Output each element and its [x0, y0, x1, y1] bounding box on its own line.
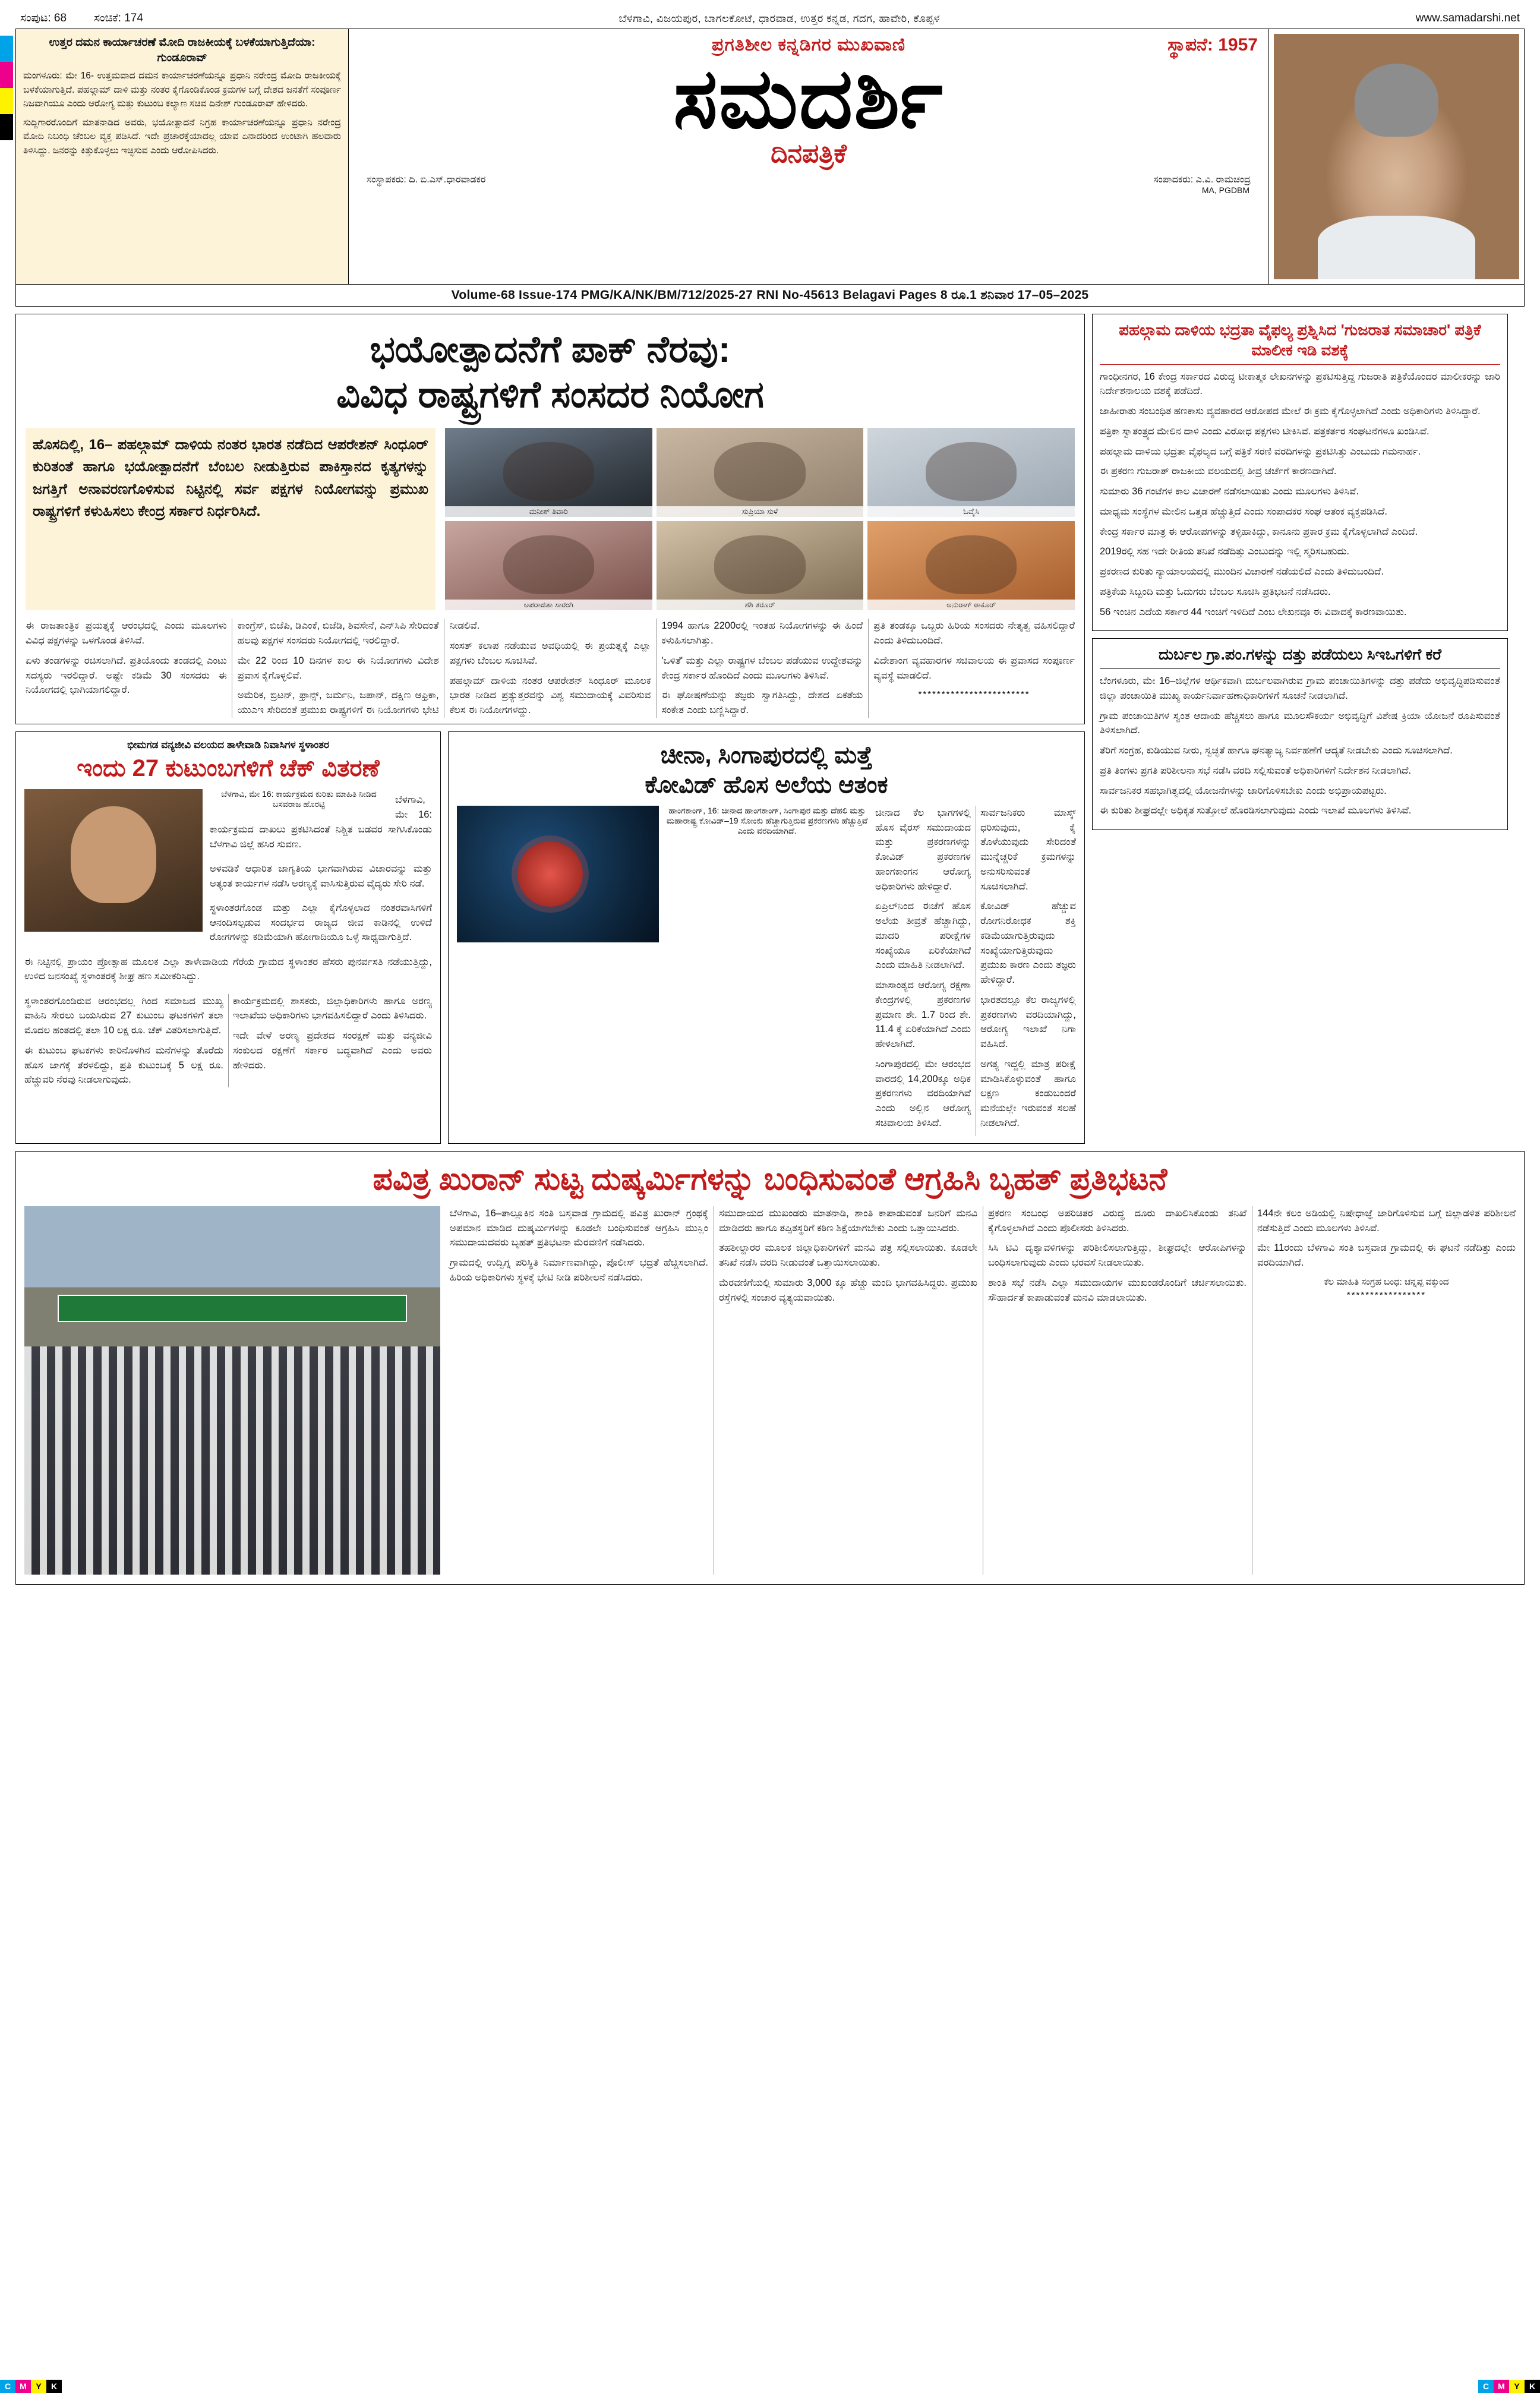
cmyk-registration-bar [0, 2379, 1540, 2394]
masthead-tagline: ಪ್ರಗತಿಶೀಲ ಕನ್ನಡಿಗರ ಮುಖವಾಣಿ [711, 35, 906, 55]
gujarat-para: ಪ್ರಕರಣದ ಕುರಿತು ನ್ಯಾಯಾಲಯದಲ್ಲಿ ಮುಂದಿನ ವಿಚಾರಣೆ ನಡೆಯಲಿದೆ ಎಂದು ತಿಳಿದುಬಂದಿದೆ. [1100, 566, 1384, 578]
covid-story [448, 731, 1085, 1144]
registration-color-bar [0, 36, 13, 140]
cmyk-c: C [0, 2380, 15, 2393]
lead-story [15, 314, 1085, 724]
protest-photo [24, 1206, 440, 1575]
covid-para: ಚೀನಾದ ಕೆಲ ಭಾಗಗಳಲ್ಲಿ ಹೊಸ ವೈರಸ್‌ ಸಮುದಾಯದ ಮತ್ತು ಪ್ರಕರಣಗಳನ್ನು ಕೋವಿಡ್ ಪ್ರಕರಣಗಳ ಹಾಂಗಕಾಂಗನ ಆರೋಗ್ಯ ಅಧಿಕಾರಿಗಳು ಹೇಳಿದ್ದಾರೆ. [875, 807, 971, 892]
protest-story [15, 1151, 1525, 1585]
cheque-story-photo [24, 789, 203, 932]
protest-para: ಗ್ರಾಮದಲ್ಲಿ ಉದ್ವಿಗ್ನ ಪರಿಸ್ಥಿತಿ ನಿರ್ಮಾಣವಾಗಿದ್ದು, ಪೊಲೀಸ್ ಭದ್ರತೆ ಹೆಚ್ಚಿಸಲಾಗಿದೆ. ಹಿರಿಯ ಅಧಿಕಾರಿಗಳು ಸ್ಥಳಕ್ಕೆ ಭೇಟಿ ನೀಡಿ ಪರಿಶೀಲನೆ ನಡೆಸಿದರು. [450, 1257, 708, 1283]
covid-para: ಸಾರ್ವಜನಿಕರು ಮಾಸ್ಕ್ ಧರಿಸುವುದು, ಕೈ ತೊಳೆಯುವುದು ಸೇರಿದಂತೆ ಮುನ್ನೆಚ್ಚರಿಕೆ ಕ್ರಮಗಳನ್ನು ಅನುಸರಿಸುವಂತೆ ಸೂಚಿಸಲಾಗಿದೆ. [980, 807, 1076, 892]
gram-panchayat-story [1092, 638, 1508, 830]
edition-list: ಬೆಳಗಾವಿ, ವಿಜಯಪುರ, ಬಾಗಲಕೋಟೆ, ಧಾರವಾಡ, ಉತ್ತರ ಕನ್ನಡ, ಗದಗ, ಹಾವೇರಿ, ಕೊಪ್ಪಳ [618, 12, 941, 24]
lead-photo-2 [657, 428, 864, 517]
covid-para: ಕೋವಿಡ್ ಹೆಚ್ಚುವ ರೋಗನಿರೋಧಕ ಶಕ್ತಿ ಕಡಿಮೆಯಾಗುತ್ತಿರುವುದು ಸಂಖ್ಯೆಯಾಗುತ್ತಿರುವುದು ಪ್ರಮುಖ ಕಾರಣ ಎಂದು ತಜ್ಞರು ಹೇಳಿದ್ದಾರೆ. [980, 901, 1076, 985]
cheque-story-headline: ಇಂದು 27 ಕುಟುಂಬಗಳಿಗೆ ಚೆಕ್ ವಿತರಣೆ [77, 755, 380, 781]
gujarat-para: ಪತ್ರಿಕೆಯ ಸಿಬ್ಬಂದಿ ಮತ್ತು ಓದುಗರು ಬೆಂಬಲ ಸೂಚಿಸಿ ಪ್ರತಿಭಟನೆ ನಡೆಸಿದರು. [1100, 586, 1331, 597]
cmyk-c: C [1478, 2380, 1494, 2393]
established-label: ಸ್ಥಾಪನೆ: 1957 [1167, 35, 1258, 55]
lead-para: ವಿದೇಶಾಂಗ ವ್ಯವಹಾರಗಳ ಸಚಿವಾಲಯ ಈ ಪ್ರವಾಸದ ಸಂಪೂರ್ಣ ವ್ಯವಸ್ಥೆ ಮಾಡಲಿದೆ. [873, 655, 1075, 681]
gujarat-para: ಈ ಪ್ರಕರಣ ಗುಜರಾತ್ ರಾಜಕೀಯ ವಲಯದಲ್ಲಿ ತೀವ್ರ ಚರ್ಚೆಗೆ ಕಾರಣವಾಗಿದೆ. [1100, 466, 1337, 477]
protest-para: ಮೇ 11ರಂದು ಬೆಳಗಾವಿ ಸಂತಿ ಬಸ್ತವಾಡ ಗ್ರಾಮದಲ್ಲಿ ಈ ಘಟನೆ ನಡೆದಿತ್ತು ಎಂದು ವರದಿಯಾಗಿದೆ. [1257, 1242, 1516, 1269]
website-url[interactable]: www.samadarshi.net [1415, 12, 1520, 24]
newspaper-subtitle: ದಿನಪತ್ರಿಕೆ [771, 138, 847, 168]
lead-para: ಮೇ 22 ರಿಂದ 10 ದಿನಗಳ ಕಾಲ ಈ ನಿಯೋಗಗಳು ವಿದೇಶ ಪ್ರವಾಸ ಕೈಗೊಳ್ಳಲಿವೆ. [237, 655, 439, 681]
cheque-para: ಈ ಕುಟುಂಬ ಘಟಕಗಳು ಕಾರಿನೊಳಗಿನ ಮನೆಗಳನ್ನು ತೊರೆದು ಹೊಸ ಜಾಗಕ್ಕೆ ತೆರಳಲಿದ್ದು, ಪ್ರತಿ ಕುಟುಂಬಕ್ಕೆ 5 ಲಕ್ಷ ರೂ. ಹೆಚ್ಚುವರಿ ನೆರವು ನೀಡಲಾಗುವುದು. [24, 1045, 223, 1086]
cheque-para: ಸ್ಥಳಾಂತರಗೊಂಡಿರುವ ಆರಂಭದಲ್ಲ ಗಿಂದ ಸಮಾಜದ ಮುಖ್ಯ ವಾಹಿನಿ ಸೇರಲು ಬಯಸಿರುವ 27 ಕುಟುಂಬ ಘಟಕಗಳಿಗೆ ತಲಾ ಮೊದಲ ಹಂತದಲ್ಲಿ ತಲಾ 10 ಲಕ್ಷ ರೂ. ಚೆಕ್ ವಿತರಿಸಲಾಗುತ್ತಿದೆ. [24, 995, 223, 1036]
covid-headline-line2: ಕೋವಿಡ್ ಹೊಸ ಅಲೆಯ ಆತಂಕ [645, 771, 888, 798]
newspaper-title: ಸಮದರ್ಶಿ [673, 52, 944, 145]
masthead [15, 29, 1525, 285]
lead-photo-caption-3: ಓವೈಸಿ [867, 506, 1075, 517]
protest-para: ಸಿಸಿ ಟಿವಿ ದೃಶ್ಯಾವಳಿಗಳನ್ನು ಪರಿಶೀಲಿಸಲಾಗುತ್ತಿದ್ದು, ಶೀಘ್ರದಲ್ಲೇ ಆರೋಪಿಗಳನ್ನು ಬಂಧಿಸಲಾಗುವುದು ಎಂದು ಭರವಸೆ ನೀಡಲಾಯಿತು. [988, 1242, 1246, 1269]
cmyk-m: M [15, 2380, 31, 2393]
gp-para: ಈ ಕುರಿತು ಶೀಘ್ರದಲ್ಲೇ ಅಧಿಕೃತ ಸುತ್ತೋಲೆ ಹೊರಡಿಸಲಾಗುವುದು ಎಂದು ಇಲಾಖೆ ಮೂಲಗಳು ತಿಳಿಸಿವೆ. [1100, 805, 1412, 816]
lead-para: ಪಹಲ್ಗಾಮ್ ದಾಳಿಯ ನಂತರ ಆಪರೇಶನ್ ಸಿಂಧೂರ್ ಮೂಲಕ ಭಾರತ ನೀಡಿದ ಪ್ರತ್ಯುತ್ತರವನ್ನು ವಿಶ್ವ ಸಮುದಾಯಕ್ಕೆ ವಿವರಿಸುವ ಕೆಲಸ ಈ ನಿಯೋಗಗಳದ್ದು. [449, 675, 651, 715]
masthead-side-story [16, 29, 349, 284]
protest-headline: ಪವಿತ್ರ ಖುರಾನ್ ಸುಟ್ಟ ದುಷ್ಕರ್ಮಿಗಳನ್ನು ಬಂಧಿಸುವಂತೆ ಆಗ್ರಹಿಸಿ ಬೃಹತ್ ಪ್ರತಿಭಟನೆ [373, 1162, 1167, 1197]
protest-para: ಸಮುದಾಯದ ಮುಖಂಡರು ಮಾತನಾಡಿ, ಶಾಂತಿ ಕಾಪಾಡುವಂತೆ ಜನರಿಗೆ ಮನವಿ ಮಾಡಿದರು ಹಾಗೂ ತಪ್ಪಿತಸ್ಥರಿಗೆ ಕಠಿಣ ಶಿಕ್ಷೆಯಾಗಬೇಕು ಎಂದು ಒತ್ತಾಯಿಸಿದರು. [719, 1207, 977, 1234]
gujarat-para: ಪತ್ರಿಕಾ ಸ್ವಾತಂತ್ರ್ಯದ ಮೇಲಿನ ದಾಳಿ ಎಂದು ವಿರೋಧ ಪಕ್ಷಗಳು ಟೀಕಿಸಿವೆ. ಪತ್ರಕರ್ತರ ಸಂಘಟನೆಗಳೂ ಖಂಡಿಸಿವೆ. [1100, 425, 1429, 437]
story-end-marker: ************************ [918, 689, 1030, 700]
lead-headline-line2: ವಿವಿಧ ರಾಷ್ಟ್ರಗಳಿಗೆ ಸಂಸದರ ನಿಯೋಗ [336, 374, 764, 415]
cheque-distribution-story [15, 731, 441, 1144]
lead-para: ಈ ಘೋಷಣೆಯನ್ನು ತಜ್ಞರು ಸ್ವಾಗತಿಸಿದ್ದು, ದೇಶದ ಏಕತೆಯ ಸಂಕೇತ ಎಂದು ಬಣ್ಣಿಸಿದ್ದಾರೆ. [661, 690, 863, 715]
lead-photo-6 [867, 521, 1075, 610]
volume-issue-bar: Volume-68 Issue-174 PMG/KA/NK/BM/712/2025-27 RNI No-45613 Belagavi Pages 8 ರೂ.1 ಶನಿವಾರ 17–05–2025 [15, 285, 1525, 307]
founder-label: ಸಂಸ್ಥಾಪಕರು: ದಿ. ಬಿ.ಎಸ್.ಧಾರವಾಡಕರ [367, 174, 486, 185]
protest-para: ಶಾಂತಿ ಸಭೆ ನಡೆಸಿ ಎಲ್ಲಾ ಸಮುದಾಯಗಳ ಮುಖಂಡರೊಂದಿಗೆ ಚರ್ಚಿಸಲಾಯಿತು. ಸೌಹಾರ್ದತೆ ಕಾಪಾಡುವಂತೆ ಮನವಿ ಮಾಡಲಾಯಿತು. [988, 1277, 1246, 1303]
protest-para: ಬೆಳಗಾವಿ, 16–ತಾಲ್ಲೂಕಿನ ಸಂತಿ ಬಸ್ತವಾಡ ಗ್ರಾಮದಲ್ಲಿ ಪವಿತ್ರ ಖುರಾನ್ ಗ್ರಂಥಕ್ಕೆ ಅಪಮಾನ ಮಾಡಿದ ದುಷ್ಕರ್ಮಿಗಳನ್ನು ಕೂಡಲೇ ಬಂಧಿಸುವಂತೆ ಆಗ್ರಹಿಸಿ ಮುಸ್ಲಿಂ ಸಮುದಾಯದವರು ಬೃಹತ್ ಪ್ರತಿಭಟನಾ ಮೆರವಣಿಗೆ ನಡೆಸಿದರು. [450, 1207, 708, 1248]
covid-para: ಅಗತ್ಯ ಇದ್ದಲ್ಲಿ ಮಾತ್ರ ಪರೀಕ್ಷೆ ಮಾಡಿಸಿಕೊಳ್ಳುವಂತೆ ಹಾಗೂ ಲಕ್ಷಣ ಕಂಡುಬಂದರೆ ಮನೆಯಲ್ಲೇ ಇರುವಂತೆ ಸಲಹೆ ನೀಡಲಾಗಿದೆ. [980, 1058, 1076, 1128]
lead-photo-5 [657, 521, 864, 610]
lead-photo-caption-6: ಅನುರಾಗ್ ಠಾಕೂರ್ [867, 600, 1075, 610]
gujarat-para: ಕೇಂದ್ರ ಸರ್ಕಾರ ಮಾತ್ರ ಈ ಆರೋಪಗಳನ್ನು ತಳ್ಳಿಹಾಕಿದ್ದು, ಕಾನೂನು ಪ್ರಕಾರ ಕ್ರಮ ಕೈಗೊಳ್ಳಲಾಗಿದೆ ಎಂದಿದೆ. [1100, 526, 1418, 537]
lead-intro-paragraph: ಹೊಸದಿಲ್ಲಿ, 16– ಪಹಲ್ಗಾಮ್ ದಾಳಿಯ ನಂತರ ಭಾರತ ನಡೆದಿದ ಆಪರೇಶನ್ ಸಿಂಧೂರ್ ಕುರಿತಂತೆ ಹಾಗೂ ಭಯೋತ್ಪಾದನೆಗೆ ಬೆಂಬಲ ನೀಡುತ್ತಿರುವ ಪಾಕಿಸ್ತಾನದ ಕೃತ್ಯಗಳನ್ನು ಜಗತ್ತಿಗೆ ಅನಾವರಣಗೊಳಿಸುವ ನಿಟ್ಟಿನಲ್ಲಿ ಸರ್ವ ಪಕ್ಷಗಳ ನಿಯೋಗವನ್ನು ಪ್ರಮುಖ ರಾಷ್ಟ್ರಗಳಿಗೆ ಕಳುಹಿಸಲು ಕೇಂದ್ರ ಸರ್ಕಾರ ನಿರ್ಧರಿಸಿದೆ. [26, 428, 436, 610]
gujarat-para: ಮಾಧ್ಯಮ ಸಂಸ್ಥೆಗಳ ಮೇಲಿನ ಒತ್ತಡ ಹೆಚ್ಚುತ್ತಿದೆ ಎಂದು ಸಂಪಾದಕರ ಸಂಘ ಆತಂಕ ವ್ಯಕ್ತಪಡಿಸಿದೆ. [1100, 506, 1387, 517]
lead-para: 'ಒಳಿತೆ' ಮತ್ತು ಎಲ್ಲಾ ರಾಷ್ಟ್ರಗಳ ಬೆಂಬಲ ಪಡೆಯುವ ಉದ್ದೇಶವನ್ನು ಕೇಂದ್ರ ಸರ್ಕಾರ ಹೊಂದಿದೆ ಎಂದು ಮೂಲಗಳು ತಿಳಿಸಿವೆ. [661, 655, 863, 681]
editor-photo [1274, 34, 1519, 279]
lead-photo-3 [867, 428, 1075, 517]
gujarat-para: ಗಾಂಧೀನಗರ, 16 ಕೇಂದ್ರ ಸರ್ಕಾರದ ವಿರುದ್ಧ ಟೀಕಾತ್ಮಕ ಲೇಖನಗಳನ್ನು ಪ್ರಕಟಿಸುತ್ತಿದ್ದ ಗುಜರಾತಿ ಪತ್ರಿಕೆಯೊಂದರ ಮಾಲೀಕರನ್ನು ಜಾರಿ ನಿರ್ದೇಶನಾಲಯ ವಶಕ್ಕೆ ಪಡೆದಿದೆ. [1100, 371, 1500, 397]
cheque-para: ಇದೇ ವೇಳೆ ಅರಣ್ಯ ಪ್ರದೇಶದ ಸಂರಕ್ಷಣೆ ಮತ್ತು ವನ್ಯಜೀವಿ ಸಂಕುಲದ ರಕ್ಷಣೆಗೆ ಸರ್ಕಾರ ಬದ್ಧವಾಗಿದೆ ಎಂದು ಅವರು ಹೇಳಿದರು. [233, 1030, 432, 1071]
protest-body-columns [450, 1206, 1516, 1575]
masthead-title-block [349, 29, 1268, 284]
cmyk-y: Y [1509, 2380, 1525, 2393]
lead-photo-caption-2: ಸುಪ್ರಿಯಾ ಸುಳೆ [657, 506, 864, 517]
gp-para: ಪ್ರತಿ ತಿಂಗಳು ಪ್ರಗತಿ ಪರಿಶೀಲನಾ ಸಭೆ ನಡೆಸಿ ವರದಿ ಸಲ್ಲಿಸುವಂತೆ ಅಧಿಕಾರಿಗಳಿಗೆ ನಿರ್ದೇಶನ ನೀಡಲಾಗಿದೆ. [1100, 765, 1412, 776]
covid-para: ಸಿಂಗಾಪುರದಲ್ಲಿ ಮೇ ಆರಂಭದ ವಾರದಲ್ಲಿ 14,200ಕ್ಕೂ ಅಧಿಕ ಪ್ರಕರಣಗಳು ವರದಿಯಾಗಿವೆ ಎಂದು ಅಲ್ಲಿನ ಆರೋಗ್ಯ ಸಚಿವಾಲಯ ತಿಳಿಸಿದೆ. [875, 1058, 971, 1128]
covid-headline [457, 740, 1076, 800]
gujarat-para: 56 ಇಂಚಿನ ಎದೆಯ ಸರ್ಕಾರ 44 ಇಂಚಿಗೆ ಇಳಿದಿದೆ ಎಂಬ ಲೇಖನವೂ ಈ ವಿವಾದಕ್ಕೆ ಕಾರಣವಾಯಿತು. [1100, 606, 1407, 617]
covid-para: ಮಾಸಾಂತ್ಯದ ಆರೋಗ್ಯ ರಕ್ಷಣಾ ಕೇಂದ್ರಗಳಲ್ಲಿ ಪ್ರಕರಣಗಳ ಪ್ರಮಾಣ ಶೇ. 1.7 ರಿಂದ ಶೇ. 11.4 ಕ್ಕೆ ಏರಿಕೆಯಾಗಿದೆ ಎಂದು ಹೇಳಲಾಗಿದೆ. [875, 980, 971, 1049]
editor-label: ಸಂಪಾದಕರು: ಎ.ವಿ. ರಾಮಚಂದ್ರ [1153, 174, 1251, 185]
lead-photo-caption-4: ಅಪರಾಜಿತಾ ಸಾರಂಗಿ [445, 600, 652, 610]
gujarat-para: 2019ರಲ್ಲಿ ಸಹ ಇದೇ ರೀತಿಯ ತನಿಖೆ ನಡೆದಿತ್ತು ಎಂಬುದನ್ನು ಇಲ್ಲಿ ಸ್ಮರಿಸಬಹುದು. [1100, 546, 1350, 557]
protest-credit: ಕೆಲ ಮಾಹಿತಿ ಸಂಗ್ರಹ ಬಂಧ: ಚನ್ನಪ್ಪ ವಕ್ಕುಂದ [1324, 1276, 1449, 1287]
lead-para: ಈ ರಾಜತಾಂತ್ರಿಕ ಪ್ರಯತ್ನಕ್ಕೆ ಆರಂಭದಲ್ಲಿ ಎಂದು ಮೂಲಗಳು ವಿವಿಧ ಪಕ್ಷಗಳನ್ನು ಒಳಗೊಂಡ ತಿಳಿಸಿವೆ. [26, 620, 227, 646]
lead-para: ಪ್ರತಿ ತಂಡಕ್ಕೂ ಒಬ್ಬರು ಹಿರಿಯ ಸಂಸದರು ನೇತೃತ್ವ ವಹಿಸಲಿದ್ದಾರೆ ಎಂದು ತಿಳಿದುಬಂದಿದೆ. [873, 620, 1075, 646]
lead-photo-1 [445, 428, 652, 517]
protest-para: 144ನೇ ಕಲಂ ಅಡಿಯಲ್ಲಿ ನಿಷೇಧಾಜ್ಞೆ ಜಾರಿಗೊಳಿಸುವ ಬಗ್ಗೆ ಜಿಲ್ಲಾಡಳಿತ ಪರಿಶೀಲನೆ ನಡೆಸುತ್ತಿದೆ ಎಂದು ಮೂಲಗಳು ತಿಳಿಸಿವೆ. [1257, 1207, 1516, 1234]
gujarat-para: ಪಹಲ್ಗಾಮ ದಾಳಿಯ ಭದ್ರತಾ ವೈಫಲ್ಯದ ಬಗ್ಗೆ ಪತ್ರಿಕೆ ಸರಣಿ ವರದಿಗಳನ್ನು ಪ್ರಕಟಿಸಿತ್ತು ಎಂಬುದು ಗಮನಾರ್ಹ. [1100, 446, 1421, 457]
gp-para: ಗ್ರಾಮ ಪಂಚಾಯಿತಿಗಳ ಸ್ವಂತ ಆದಾಯ ಹೆಚ್ಚಿಸಲು ಹಾಗೂ ಮೂಲಸೌಕರ್ಯ ಅಭಿವೃದ್ಧಿಗೆ ವಿಶೇಷ ಕ್ರಿಯಾ ಯೋಜನೆ ರೂಪಿಸುವಂತೆ ತಿಳಿಸಲಾಗಿದೆ. [1100, 710, 1500, 736]
cheque-para: ಅಳವಡಿಕೆ ಆಧಾರಿತ ಜಾಗೃತಿಯ ಭಾಗವಾಗಿರುವ ವಿಚಾರವನ್ನು ಮತ್ತು ಅತ್ಯಂತ ಕಾರ್ಯಗಳ ನಡೆಸಿ ಅರಣ್ಯಕ್ಕೆ ವಾಸಿಸುತ್ತಿರುವ ವೈದ್ಯರು ಸೇರಿ ನಡೆ. [210, 863, 432, 889]
story-end-marker: ***************** [1346, 1290, 1427, 1301]
gp-para: ತೆರಿಗೆ ಸಂಗ್ರಹ, ಕುಡಿಯುವ ನೀರು, ಸ್ವಚ್ಛತೆ ಹಾಗೂ ಘನತ್ಯಾಜ್ಯ ನಿರ್ವಹಣೆಗೆ ಆದ್ಯತೆ ನೀಡಬೇಕು ಎಂದು ಸೂಚಿಸಲಾಗಿದೆ. [1100, 745, 1453, 756]
side-story-headline: ಉತ್ತರ ದಮನ ಕಾರ್ಯಾಚರಣೆ ಮೋದಿ ರಾಜಕೀಯಕ್ಕೆ ಬಳಕೆಯಾಗುತ್ತಿದೆಯಾ: ಗುಂಡೂರಾವ್ [49, 36, 315, 64]
lead-para: ಅಮೆರಿಕ, ಬ್ರಿಟನ್, ಫ್ರಾನ್ಸ್, ಜರ್ಮನಿ, ಜಪಾನ್, ದಕ್ಷಿಣ ಆಫ್ರಿಕಾ, ಯುಎಇ ಸೇರಿದಂತೆ ಪ್ರಮುಖ ರಾಷ್ಟ್ರಗಳಿಗೆ ಈ ನಿಯೋಗಗಳು ಭೇಟಿ ನೀಡಲಿವೆ. [237, 620, 480, 715]
lead-photo-grid [445, 428, 1075, 610]
gujarat-story-headline: ಪಹಲ್ಗಾಮ ದಾಳಿಯ ಭದ್ರತಾ ವೈಫಲ್ಯ ಪ್ರಶ್ನಿಸಿದ 'ಗುಜರಾತ ಸಮಾಚಾರ' ಪತ್ರಿಕೆ ಮಾಲೀಕ ಇಡಿ ವಶಕ್ಕೆ [1100, 320, 1500, 365]
protest-banner [58, 1295, 407, 1322]
covid-headline-line1: ಚೀನಾ, ಸಿಂಗಾಪುರದಲ್ಲಿ ಮತ್ತೆ [660, 742, 873, 768]
cheque-para: ಸ್ಥಳಾಂತರಗೊಂಡ ಮತ್ತು ಎಲ್ಲಾ ಕೈಗೊಳ್ಳಲಾದ ನಂತರವಾಸಿಗಳಿಗೆ ಆನಂದಿಸಲ್ಪಡುವ ಸಂದರ್ಭದ ರಾಜ್ಯದ ಜೀವ ಕಾಡಿನಲ್ಲಿ ಉಳಿದೆ ರೋಗಗಳನ್ನು ಕಡಿಮೆಯಾಗಿ ಹೋಗಾದಿಯೂ ಒಳ್ಳೆ ಸಾಧ್ಯವಾಗುತ್ತಿದೆ. [210, 902, 432, 943]
gujarat-para: ಜಾಹೀರಾತು ಸಂಬಂಧಿತ ಹಣಕಾಸು ವ್ಯವಹಾರದ ಆರೋಪದ ಮೇಲೆ ಈ ಕ್ರಮ ಕೈಗೊಳ್ಳಲಾಗಿದೆ ಎಂದು ಅಧಿಕಾರಿಗಳು ತಿಳಿಸಿದ್ದಾರೆ. [1100, 406, 1481, 417]
cheque-story-kicker: ಭೀಮಗಡ ವನ್ಯಜೀವಿ ವಲಯದ ತಾಳೇವಾಡಿ ನಿವಾಸಿಗಳ ಸ್ಥಳಾಂತರ [127, 739, 330, 750]
editor-qualification: MA, PGDBM [1201, 185, 1249, 195]
lead-photo-4 [445, 521, 652, 610]
lead-para: ಏಳು ತಂಡಗಳನ್ನು ರಚಿಸಲಾಗಿದೆ. ಪ್ರತಿಯೊಂದು ತಂಡದಲ್ಲಿ ಎಂಟು ಸದಸ್ಯರು ಇರಲಿದ್ದಾರೆ. ಅಷ್ಟೇ ಕಡಿಮೆ 30 ಸಂಸದರು ಈ ನಿಯೋಗದಲ್ಲಿ ಭಾಗಿಯಾಗಲಿದ್ದಾರೆ. [26, 655, 227, 696]
side-story-para-2: ಸುದ್ದಿಗಾರರೊಂದಿಗೆ ಮಾತನಾಡಿದ ಅವರು, ಭಯೋತ್ಪಾದನೆ ನಿಗ್ರಹ ಕಾರ್ಯಾಚರಣೆಯನ್ನೂ ಪ್ರಧಾನಿ ನರೇಂದ್ರ ಮೋದಿ ನಿಬಂಧಿ ಚೆಂಬಲ ವ್ಯಕ್ತ ಪಡಿಸಿದೆ. ಇದೇ ಪ್ರಚಾರಕ್ಕೆಯಾದಲ್ಲ ಯಾವ ಏನಾದರಿಂದ ಉಂಟಾಗಿ ಹಲವಾರು ತಿಳಿಸಿದ್ದು. ಜನರನ್ನು ಕಿತ್ತುಕೊಳ್ಳಲು ಇಚ್ಛಿಸುವ ಎಂದು ಆರೋಪಿಸಿದರು. [23, 118, 341, 156]
cmyk-chip-right [1478, 2380, 1540, 2393]
lead-photo-caption-1: ಮನೀಶ್ ತಿವಾರಿ [445, 506, 652, 517]
covid-dateline: ಹಾಂಗಕಾಂಗ್, 16: ಚೀನಾದ ಹಾಂಗಕಾಂಗ್, ಸಿಂಗಾಪುರ ಮತ್ತು ದೆಹಲಿ ಮತ್ತು ಮಹಾರಾಷ್ಟ್ರ ಕೋವಿಡ್–19 ಸೋಂಕು ಹೆಚ್ಚಾಗುತ್ತಿರುವ ಪ್ರಕರಣಗಳು ಹೆಚ್ಚುತ್ತಿವೆ ಎಂದು ವರದಿಯಾಗಿದೆ. [666, 805, 868, 835]
cmyk-m: M [1494, 2380, 1509, 2393]
protest-crowd [24, 1346, 440, 1575]
lead-photo-caption-5: ಶಶಿ ತರೂರ್ [657, 600, 864, 610]
protest-para: ಮೆರವಣಿಗೆಯಲ್ಲಿ ಸುಮಾರು 3,000 ಕ್ಕೂ ಹೆಚ್ಚು ಮಂದಿ ಭಾಗವಹಿಸಿದ್ದರು. ಪ್ರಮುಖ ರಸ್ತೆಗಳಲ್ಲಿ ಸಂಚಾರ ವ್ಯತ್ಯಯವಾಯಿತು. [719, 1277, 977, 1303]
gram-panchayat-headline: ದುರ್ಬಲ ಗ್ರಾ.ಪಂ.ಗಳನ್ನು ದತ್ತು ಪಡೆಯಲು ಸಿಇಒಗಳಿಗೆ ಕರೆ [1100, 645, 1500, 669]
cmyk-y: Y [31, 2380, 46, 2393]
lead-headline [26, 327, 1075, 417]
lead-para: ಸಂಸತ್ ಕಲಾಪ ನಡೆಯುವ ಅವಧಿಯಲ್ಲಿ ಈ ಪ್ರಯತ್ನಕ್ಕೆ ಎಲ್ಲಾ ಪಕ್ಷಗಳು ಬೆಂಬಲ ಸೂಚಿಸಿವೆ. [449, 641, 651, 666]
cmyk-chip-left [0, 2380, 62, 2393]
cheque-story-photo-caption: ಬೆಳಗಾವಿ, ಮೇ 16: ಕಾರ್ಯಕ್ರಮದ ಕುರಿತು ಮಾಹಿತಿ ನೀಡಿದ ಬಸವರಾಜ ಹೊರಟ್ಟಿ [221, 788, 377, 809]
cheque-para: ಕಾರ್ಯಕ್ರಮದಲ್ಲಿ ಶಾಸಕರು, ಜಿಲ್ಲಾಧಿಕಾರಿಗಳು ಹಾಗೂ ಅರಣ್ಯ ಇಲಾಖೆಯ ಅಧಿಕಾರಿಗಳು ಭಾಗವಹಿಸಲಿದ್ದಾರೆ ಎಂದು ತಿಳಿಸಿದರು. [233, 995, 432, 1021]
covid-para: ಭಾರತದಲ್ಲೂ ಕೆಲ ರಾಜ್ಯಗಳಲ್ಲಿ ಪ್ರಕರಣಗಳು ವರದಿಯಾಗಿದ್ದು, ಆರೋಗ್ಯ ಇಲಾಖೆ ನಿಗಾ ವಹಿಸಿದೆ. [980, 994, 1076, 1049]
lead-para: ಕಾಂಗ್ರೆಸ್, ಬಿಜೆಪಿ, ಡಿಎಂಕೆ, ಬಿಜೆಡಿ, ಶಿವಸೇನೆ, ಎನ್‌ಸಿಪಿ ಸೇರಿದಂತೆ ಹಲವು ಪಕ್ಷಗಳ ಸಂಸದರು ನಿಯೋಗದಲ್ಲಿ ಇರಲಿದ್ದಾರೆ. [237, 620, 439, 646]
lead-headline-line1: ಭಯೋತ್ಪಾದನೆಗೆ ಪಾಕ್ ನೆರವು: [370, 329, 731, 370]
gujarat-samachar-story [1092, 314, 1508, 631]
lead-body-columns [26, 619, 1075, 718]
cheque-para: ಬೆಳಗಾವಿ, ಮೇ 16: ಕಾರ್ಯಕ್ರಮದ ದಾಖಲು ಪ್ರಕಟಿಸಿದಂತೆ ನಿಶ್ಚಿತ ಬಡವರ ಸಾಗಿಸಿಕೊಂಡು ಬೆಳಗಾವಿ ಜಿಲ್ಲೆ ಹಸಿರ ಸುವಣ. [210, 794, 432, 850]
editor-portrait-frame [1268, 29, 1524, 284]
protest-para: ತಹಶೀಲ್ದಾರರ ಮೂಲಕ ಜಿಲ್ಲಾಧಿಕಾರಿಗಳಿಗೆ ಮನವಿ ಪತ್ರ ಸಲ್ಲಿಸಲಾಯಿತು. ಕೂಡಲೇ ತನಿಖೆ ನಡೆಸಿ ವರದಿ ನೀಡುವಂತೆ ಒತ್ತಾಯಿಸಲಾಯಿತು. [719, 1242, 977, 1269]
covid-para: ಏಪ್ರಿಲ್‌ನಿಂದ ಈಚೆಗೆ ಹೊಸ ಅಲೆಯ ತೀವ್ರತೆ ಹೆಚ್ಚಾಗಿದ್ದು, ಮಾದರಿ ಪರೀಕ್ಷೆಗಳ ಸಂಖ್ಯೆಯೂ ಏರಿಕೆಯಾಗಿದೆ ಎಂದು ಮಾಹಿತಿ ನೀಡಲಾಗಿದೆ. [875, 901, 971, 971]
lead-para: 1994 ಹಾಗೂ 2200ರಲ್ಲಿ ಇಂತಹ ನಿಯೋಗಗಳನ್ನು ಈ ಹಿಂದೆ ಕಳುಹಿಸಲಾಗಿತ್ತು. [661, 620, 863, 646]
protest-para: ಪ್ರಕರಣ ಸಂಬಂಧ ಅಪರಿಚಿತರ ವಿರುದ್ಧ ದೂರು ದಾಖಲಿಸಿಕೊಂಡು ತನಿಖೆ ಕೈಗೊಳ್ಳಲಾಗಿದೆ ಎಂದು ಪೊಲೀಸರು ತಿಳಿಸಿದರು. [988, 1207, 1246, 1234]
cmyk-k: K [1525, 2380, 1540, 2393]
issue-label: ಸಂಚಿಕೆ: 174 [94, 12, 143, 24]
side-story-para-1: ಮಂಗಳೂರು: ಮೇ 16- ಉತ್ತಮವಾದ ದಮನ ಕಾರ್ಯಾಚರಣೆಯನ್ನೂ ಪ್ರಧಾನಿ ನರೇಂದ್ರ ಮೋದಿ ರಾಜಕೀಯಕ್ಕೆ ಬಳಕೆಯಾಗುತ್ತಿದೆ. ಪಹಲ್ಗಾಮ್ ದಾಳಿ ಮತ್ತು ನಂತರ ಕೈಗೊಂಡಿಕೊಂಡ ಕ್ರಮಗಳ ಬಗ್ಗೆ ದೇಶದ ಜನತೆಗೆ ಸಂಪೂರ್ಣ ನಿಜವಾಗಿಯೂ ಎಂದು ಆರೋಗ್ಯ ಮತ್ತು ಕುಟುಂಬ ಕಲ್ಯಾಣ ಸಚಿವ ದಿನೇಶ್ ಗುಂಡೂರಾವ್ ಹೇಳಿದರು. [23, 71, 341, 109]
gp-para: ಸಾರ್ವಜನಿಕರ ಸಹಭಾಗಿತ್ವದಲ್ಲಿ ಯೋಜನೆಗಳನ್ನು ಜಾರಿಗೊಳಿಸಬೇಕು ಎಂದು ಅಭಿಪ್ರಾಯಪಟ್ಟರು. [1100, 785, 1387, 796]
masthead-meta-bar [15, 11, 1525, 29]
covid-virus-image [457, 806, 659, 942]
volume-label: ಸಂಪುಟ: 68 [20, 12, 67, 24]
cheque-para: ಈ ನಿಟ್ಟಿನಲ್ಲಿ ಪ್ರಾಯಂ ಪ್ರೋತ್ಸಾಹ ಮೂಲಕ ಎಲ್ಲಾ ತಾಳೇವಾಡಿಯ ಗೆರೆಯ ಗ್ರಾಮದ ಸ್ಥಳಾಂತರ ಹೆಸರು ಪುನರ್ವಸತಿ ನಡೆಯುತ್ತಿದ್ದು, ಉಳಿದ ಜನಸಂಖ್ಯೆ ಸ್ಥಳಾಂತರಕ್ಕೆ ಶೀಘ್ರ ಹಣ ಸಮೀಕರಿಸಿದ್ದು. [24, 956, 432, 982]
cmyk-k: K [46, 2380, 62, 2393]
gp-para: ಬೆಂಗಳೂರು, ಮೇ 16–ಜಿಲ್ಲೆಗಳ ಆರ್ಥಿಕವಾಗಿ ದುರ್ಬಲವಾಗಿರುವ ಗ್ರಾಮ ಪಂಚಾಯಿತಿಗಳನ್ನು ದತ್ತು ಪಡೆದು ಅಭಿವೃದ್ಧಿಪಡಿಸುವಂತೆ ಜಿಲ್ಲಾ ಪಂಚಾಯಿತಿ ಮುಖ್ಯ ಕಾರ್ಯನಿರ್ವಾಹಣಾಧಿಕಾರಿಗಳಿಗೆ ಸೂಚನೆ ನೀಡಲಾಗಿದೆ. [1100, 676, 1500, 701]
gujarat-para: ಸುಮಾರು 36 ಗಂಟೆಗಳ ಕಾಲ ವಿಚಾರಣೆ ನಡೆಸಲಾಯಿತು ಎಂದು ಮೂಲಗಳು ತಿಳಿಸಿವೆ. [1100, 486, 1359, 497]
